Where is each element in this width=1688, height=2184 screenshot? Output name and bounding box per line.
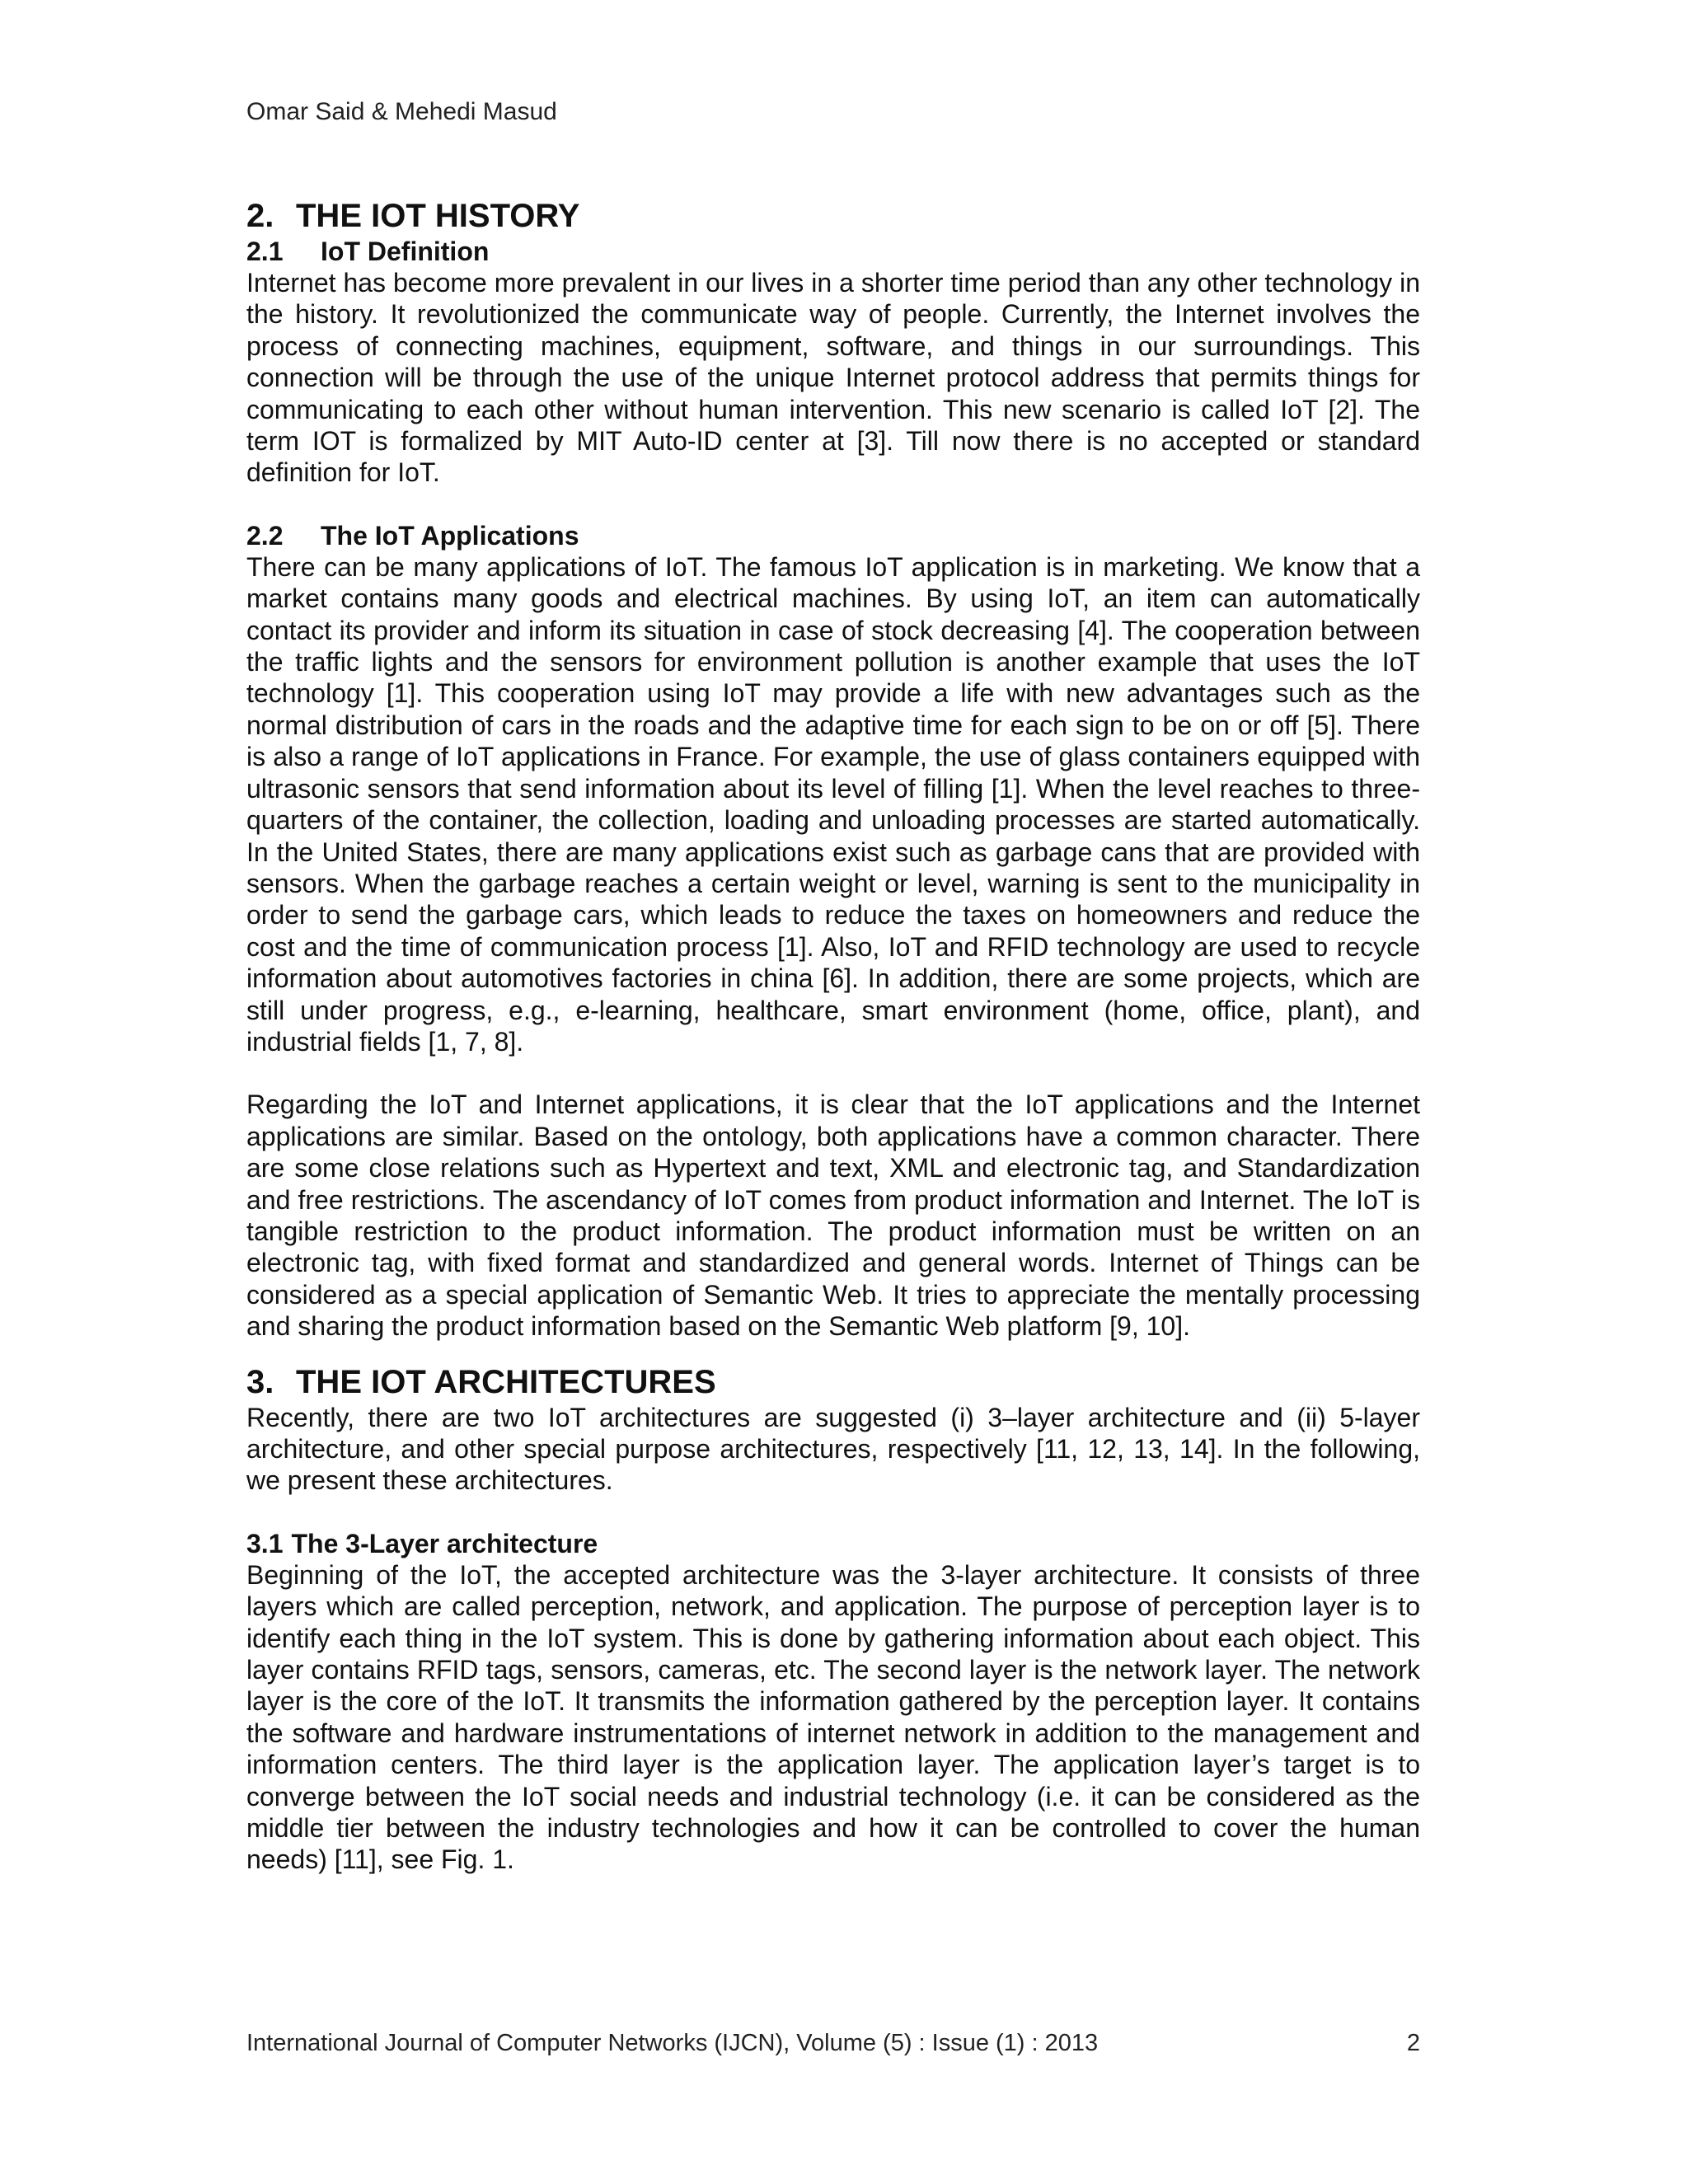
subsection-number: 3.1 <box>246 1528 284 1558</box>
section-heading-iot-architectures <box>246 1362 1420 1402</box>
article-body <box>246 196 1420 1876</box>
paragraph-iot-applications-1: There can be many applications of IoT. The famous IoT application is in marketing. We know that a market contains many goods and electrical machines. By using IoT, an item can automatically contact its provider and inform its situation in case of stock decreasing [4]. The cooperation between the traffic lights and the sensors for environment pollution is another example that uses the IoT technology [1]. This cooperation using IoT may provide a life with new advantages such as the normal distribution of cars in the roads and the adaptive time for each sign to be on or off [5]. There is also a range of IoT applications in France. For example, the use of glass containers equipped with ultrasonic sensors that send information about its level of filling [1]. When the level reaches to three-quarters of the container, the collection, loading and unloading processes are started automatically. In the United States, there are many applications exist such as garbage cans that are provided with sensors. When the garbage reaches a certain weight or level, warning is sent to the municipality in order to send the garbage cars, which leads to reduce the taxes on homeowners and reduce the cost and the time of communication process [1]. Also, IoT and RFID technology are used to recycle information about automotives factories in china [6]. In addition, there are some projects, which are still under progress, e.g., e-learning, healthcare, smart environment (home, office, plant), and industrial fields [1, 7, 8]. <box>246 551 1420 1057</box>
subsection-heading-3-layer-architecture <box>246 1528 1420 1559</box>
page-number: 2 <box>1406 2030 1420 2056</box>
subsection-number: 2.2 <box>246 520 284 551</box>
footer-journal-citation: International Journal of Computer Networks (IJCN), Volume (5) : Issue (1) : 2013 <box>246 2030 1099 2056</box>
section-number: 2. <box>246 198 274 234</box>
paragraph-3-layer-architecture: Beginning of the IoT, the accepted architecture was the 3-layer architecture. It consists of three layers which are called perception, network, and application. The purpose of perception layer is to identify each thing in the IoT system. This is done by gathering information about each object. This layer contains RFID tags, sensors, cameras, etc. The second layer is the network layer. The network layer is the core of the IoT. It transmits the information gathered by the perception layer. It contains the software and hardware instrumentations of internet network in addition to the management and information centers. The third layer is the application layer. The application layer’s target is to converge between the IoT social needs and industrial technology (i.e. it can be considered as the middle tier between the industry technologies and how it can be controlled to cover the human needs) [11], see Fig. 1. <box>246 1559 1420 1875</box>
page-footer <box>246 2028 1420 2058</box>
subsection-title: IoT Definition <box>321 237 490 266</box>
section-heading-iot-history <box>246 196 1420 236</box>
subsection-heading-iot-applications <box>246 520 1420 551</box>
paragraph-iot-architectures-intro: Recently, there are two IoT architectures are suggested (i) 3–layer architecture and (ii) 5-layer architecture, and other special purpose architectures, respectively [11, 12, 13, 14]. In the following, we present these architectures. <box>246 1402 1420 1496</box>
running-header-authors: Omar Said & Mehedi Masud <box>246 98 557 125</box>
subsection-heading-iot-definition <box>246 236 1420 267</box>
subsection-title: The 3-Layer architecture <box>291 1528 598 1558</box>
section-number: 3. <box>246 1363 274 1400</box>
subsection-number: 2.1 <box>246 237 284 266</box>
section-title: THE IOT HISTORY <box>296 198 580 234</box>
paragraph-iot-applications-2: Regarding the IoT and Internet applications, it is clear that the IoT applications and the Internet applications are similar. Based on the ontology, both applications have a common character. There are some close relations such as Hypertext and text, XML and electronic tag, and Standardization and free restrictions. The ascendancy of IoT comes from product information and Internet. The IoT is tangible restriction to the product information. The product information must be written on an electronic tag, with fixed format and standardized and general words. Internet of Things can be considered as a special application of Semantic Web. It tries to appreciate the mentally processing and sharing the product information based on the Semantic Web platform [9, 10]. <box>246 1090 1420 1342</box>
section-title: THE IOT ARCHITECTURES <box>296 1363 716 1400</box>
paragraph-iot-definition: Internet has become more prevalent in our lives in a shorter time period than any other technology in the history. It revolutionized the communicate way of people. Currently, the Internet involves the process of connecting machines, equipment, software, and things in our surroundings. This connection will be through the use of the unique Internet protocol address that permits things for communicating to each other without human intervention. This new scenario is called IoT [2]. The term IOT is formalized by MIT Auto-ID center at [3]. Till now there is no accepted or standard definition for IoT. <box>246 268 1420 488</box>
subsection-title: The IoT Applications <box>321 520 579 551</box>
